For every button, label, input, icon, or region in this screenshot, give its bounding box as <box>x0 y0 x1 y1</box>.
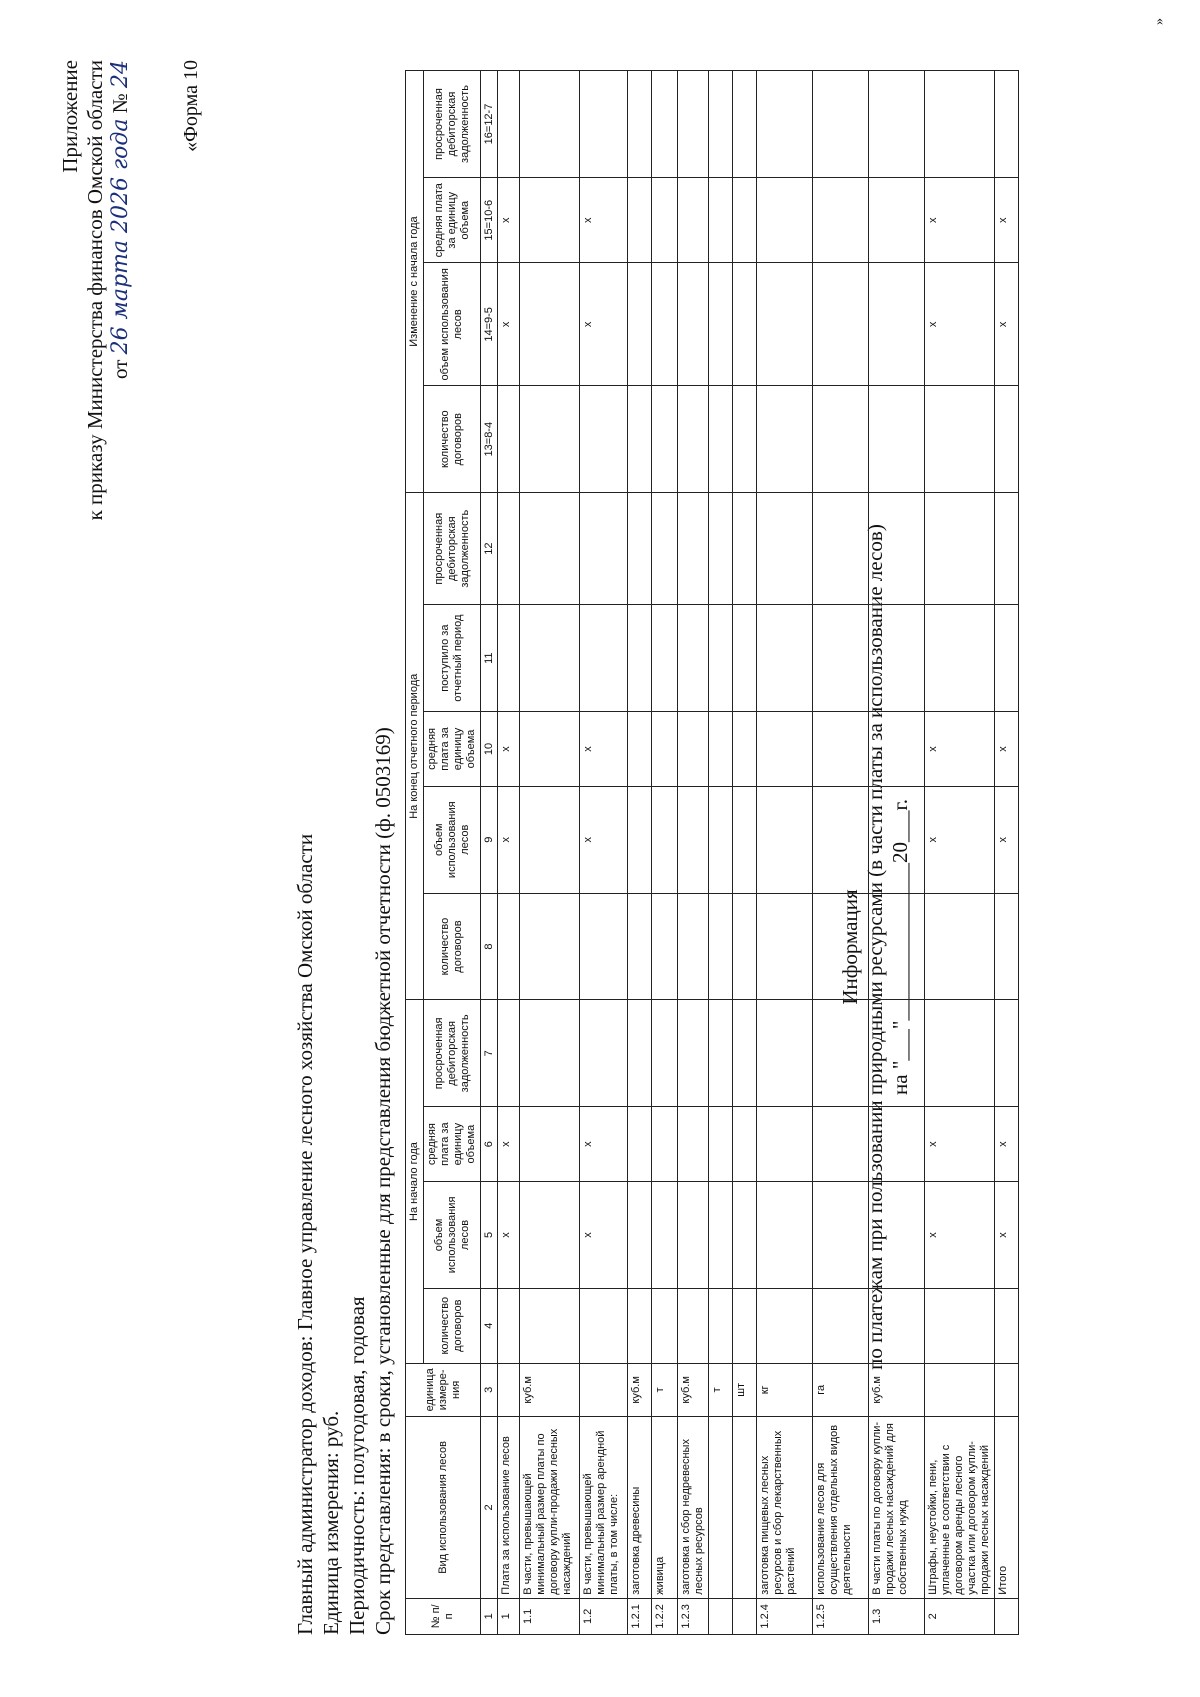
table-body <box>498 71 1019 1635</box>
table-cell <box>869 1107 925 1182</box>
th-avg-pay: средняя плата за единицу объема <box>424 1107 481 1182</box>
table-row <box>580 71 628 1635</box>
table-cell <box>995 1000 1019 1107</box>
table-cell <box>678 1107 709 1182</box>
table-cell <box>925 893 995 1000</box>
th-num: № п/п <box>406 1598 481 1634</box>
colnum: 8 <box>481 893 498 1000</box>
table-cell: куб.м <box>678 1363 709 1416</box>
row-name-cell: Итого <box>995 1417 1019 1599</box>
handwritten-date: 26 марта 2026 года <box>108 118 133 355</box>
table-cell <box>813 1000 869 1107</box>
table-cell <box>869 177 925 262</box>
table-cell <box>520 893 580 1000</box>
row-name-cell: использование лесов для осуществления отдельных видов деятельности <box>813 1417 869 1599</box>
table-cell <box>498 71 520 178</box>
table-cell <box>628 263 652 386</box>
table-cell: х <box>925 177 995 262</box>
table-row <box>520 71 580 1635</box>
table-cell <box>498 1363 520 1416</box>
table-cell <box>520 1000 580 1107</box>
table-row <box>813 71 869 1635</box>
th-group-change: Изменение с начала года <box>406 71 424 493</box>
table-cell <box>813 71 869 178</box>
appendix-from-label: от <box>108 359 132 380</box>
table-cell <box>520 493 580 605</box>
table-cell <box>733 1288 757 1363</box>
table-cell <box>628 386 652 493</box>
table-cell <box>628 605 652 712</box>
table-cell <box>498 1000 520 1107</box>
table-cell <box>709 1107 733 1182</box>
form-label: «Форма 10 <box>180 60 202 152</box>
colnum: 9 <box>481 786 498 893</box>
meta-block <box>292 727 396 1635</box>
table-cell <box>757 1182 813 1289</box>
table-row <box>995 71 1019 1635</box>
table-cell <box>733 263 757 386</box>
table-cell <box>678 71 709 178</box>
table-cell <box>869 386 925 493</box>
table-cell <box>995 1288 1019 1363</box>
colnum: 10 <box>481 712 498 787</box>
row-num-cell: 1.2.5 <box>813 1598 869 1634</box>
table-cell: х <box>925 712 995 787</box>
th-contracts: количество договоров <box>424 893 481 1000</box>
table-cell: т <box>652 1363 678 1416</box>
table-cell <box>709 1000 733 1107</box>
table-cell <box>709 71 733 178</box>
handwritten-number: 24 <box>108 60 133 88</box>
table-cell <box>733 71 757 178</box>
table-cell: га <box>813 1363 869 1416</box>
table-cell <box>678 605 709 712</box>
table-cell <box>869 263 925 386</box>
table-cell <box>869 1000 925 1107</box>
table-cell <box>498 1288 520 1363</box>
table-cell <box>678 1288 709 1363</box>
table-cell <box>678 786 709 893</box>
table-cell <box>757 1288 813 1363</box>
appendix-block <box>58 60 133 520</box>
table-cell <box>520 1288 580 1363</box>
table-cell <box>733 493 757 605</box>
title-line2: по платежам при пользовании природными ресурсами (в части платы за использование лесов) <box>863 524 887 1370</box>
table-cell <box>520 605 580 712</box>
title-line1: Информация <box>838 889 862 1005</box>
table-cell <box>813 1288 869 1363</box>
table-cell <box>995 71 1019 178</box>
table-cell <box>869 493 925 605</box>
table-cell <box>520 1107 580 1182</box>
row-name-cell: заготовка древесины <box>628 1417 652 1599</box>
table-cell <box>733 1000 757 1107</box>
colnum: 12 <box>481 493 498 605</box>
table-cell <box>733 386 757 493</box>
table-cell <box>813 386 869 493</box>
table-cell <box>757 786 813 893</box>
table-cell <box>709 1288 733 1363</box>
column-number-row <box>481 71 498 1635</box>
table-cell <box>995 893 1019 1000</box>
table-cell <box>580 493 628 605</box>
table-cell <box>925 1288 995 1363</box>
table-cell: х <box>925 786 995 893</box>
table-cell <box>520 386 580 493</box>
colnum: 15=10-6 <box>481 177 498 262</box>
table-row <box>498 71 520 1635</box>
table-cell <box>628 1107 652 1182</box>
table-cell <box>628 1182 652 1289</box>
table-row <box>869 71 925 1635</box>
table-cell <box>709 712 733 787</box>
table-cell: х <box>580 712 628 787</box>
table-cell <box>757 893 813 1000</box>
appendix-line1: Приложение <box>58 60 82 173</box>
table-cell <box>709 386 733 493</box>
table-cell: х <box>925 1107 995 1182</box>
table-cell <box>678 1000 709 1107</box>
table-cell <box>757 605 813 712</box>
table-cell <box>925 1363 995 1416</box>
table-cell <box>757 493 813 605</box>
payments-table <box>405 70 1019 1635</box>
table-cell <box>813 177 869 262</box>
row-num-cell: 1.3 <box>869 1598 925 1634</box>
table-cell <box>709 493 733 605</box>
table-cell <box>757 1107 813 1182</box>
table-cell <box>869 893 925 1000</box>
table-cell <box>869 71 925 178</box>
table-cell <box>580 386 628 493</box>
row-num-cell: 1 <box>498 1598 520 1634</box>
row-name-cell: живица <box>652 1417 678 1599</box>
table-cell <box>652 386 678 493</box>
table-cell: куб.м <box>869 1363 925 1416</box>
colnum: 11 <box>481 605 498 712</box>
table-cell <box>580 71 628 178</box>
table-cell <box>520 786 580 893</box>
table-cell <box>652 263 678 386</box>
table-cell: х <box>498 712 520 787</box>
table-cell <box>733 605 757 712</box>
table-cell: х <box>995 712 1019 787</box>
row-num-cell: 1.2.1 <box>628 1598 652 1634</box>
colnum: 13=8-4 <box>481 386 498 493</box>
table-cell <box>813 1107 869 1182</box>
table-cell <box>520 71 580 178</box>
table-cell <box>520 1182 580 1289</box>
th-kind: Вид использования лесов <box>406 1417 481 1599</box>
table-cell: кг <box>757 1363 813 1416</box>
table-cell <box>733 1107 757 1182</box>
table-cell: х <box>498 1182 520 1289</box>
row-name-cell: В части платы по договору купли-продажи лесных насаждений для собственных нужд <box>869 1417 925 1599</box>
table-cell <box>733 786 757 893</box>
table-cell <box>580 893 628 1000</box>
table-cell <box>995 386 1019 493</box>
table-cell <box>628 712 652 787</box>
table-cell <box>733 177 757 262</box>
table-cell <box>652 1000 678 1107</box>
table-cell <box>652 1182 678 1289</box>
th-volume: объем использования лесов <box>424 263 481 386</box>
table-cell <box>652 893 678 1000</box>
table-cell <box>709 177 733 262</box>
table-cell <box>925 493 995 605</box>
table-cell <box>652 71 678 178</box>
table-cell: х <box>580 263 628 386</box>
table-cell <box>652 605 678 712</box>
row-name-cell: В части, превышающей минимальный размер платы по договору купли-продажи лесных насаждений <box>520 1417 580 1599</box>
header-row-1 <box>406 71 424 1635</box>
table-cell <box>520 177 580 262</box>
table-cell <box>498 893 520 1000</box>
table-cell <box>628 177 652 262</box>
row-name-cell: заготовка пищевых лесных ресурсов и сбор лекарственных растений <box>757 1417 813 1599</box>
table-cell: х <box>925 1182 995 1289</box>
table-cell <box>869 712 925 787</box>
table-cell <box>869 1288 925 1363</box>
table-cell <box>995 605 1019 712</box>
table-cell <box>678 493 709 605</box>
table-cell <box>580 605 628 712</box>
table-cell <box>652 712 678 787</box>
row-num-cell: 1.2 <box>580 1598 628 1634</box>
table-cell: х <box>995 786 1019 893</box>
table-cell: х <box>498 177 520 262</box>
table-cell: х <box>580 1107 628 1182</box>
meta-admin: Главный администратор доходов: Главное управление лесного хозяйства Омской области <box>293 833 317 1635</box>
table-cell <box>580 1363 628 1416</box>
table-row <box>733 71 757 1635</box>
table-cell: х <box>995 1107 1019 1182</box>
table-cell <box>628 1288 652 1363</box>
table-cell <box>498 605 520 712</box>
table-cell <box>498 386 520 493</box>
table-cell <box>995 1363 1019 1416</box>
table-cell <box>709 1182 733 1289</box>
th-avg-pay: средняя плата за единицу объема <box>424 712 481 787</box>
th-group-start: На начало года <box>406 1000 424 1363</box>
row-name-cell <box>733 1417 757 1599</box>
table-cell <box>869 786 925 893</box>
table-cell <box>678 177 709 262</box>
th-contracts: количество договоров <box>424 386 481 493</box>
table-cell: х <box>498 786 520 893</box>
th-overdue: просроченная дебиторская задолженность <box>424 1000 481 1107</box>
table-cell <box>652 1288 678 1363</box>
table-cell: куб.м <box>628 1363 652 1416</box>
continuation-mark: » <box>1152 18 1167 25</box>
colnum: 14=9-5 <box>481 263 498 386</box>
number-mark: № <box>108 93 132 114</box>
appendix-line2: к приказу Министерства финансов Омской области <box>83 60 107 521</box>
table-row <box>709 71 733 1635</box>
table-cell <box>733 893 757 1000</box>
table-row <box>628 71 652 1635</box>
table-cell <box>678 263 709 386</box>
row-num-cell <box>995 1598 1019 1634</box>
table-row <box>757 71 813 1635</box>
table-cell <box>925 1000 995 1107</box>
table-cell: х <box>925 263 995 386</box>
table-cell <box>733 712 757 787</box>
th-contracts: количество договоров <box>424 1288 481 1363</box>
table-cell <box>628 493 652 605</box>
table-cell <box>813 1182 869 1289</box>
appendix-line3 <box>108 60 133 520</box>
table-cell <box>709 605 733 712</box>
table-cell: х <box>995 177 1019 262</box>
title-line3: на "___"_______________20___г. <box>888 799 912 1095</box>
table-row <box>652 71 678 1635</box>
colnum: 3 <box>481 1363 498 1416</box>
row-name-cell: заготовка и сбор недревесных лесных ресурсов <box>678 1417 709 1599</box>
table-cell: х <box>498 263 520 386</box>
row-num-cell: 2 <box>925 1598 995 1634</box>
table-cell: х <box>580 177 628 262</box>
meta-unit: Единица измерения: руб. <box>319 1410 343 1635</box>
table-cell <box>869 605 925 712</box>
table-cell <box>709 786 733 893</box>
colnum: 4 <box>481 1288 498 1363</box>
th-volume: объем использования лесов <box>424 1182 481 1289</box>
table-cell <box>520 712 580 787</box>
table-cell <box>580 1288 628 1363</box>
table-cell <box>652 786 678 893</box>
colnum: 16=12-7 <box>481 71 498 178</box>
table-cell <box>678 1182 709 1289</box>
table-cell <box>925 71 995 178</box>
table-cell <box>520 263 580 386</box>
table-cell <box>757 263 813 386</box>
table-cell <box>678 893 709 1000</box>
row-num-cell: 1.2.2 <box>652 1598 678 1634</box>
table-cell: х <box>995 1182 1019 1289</box>
table-cell <box>498 493 520 605</box>
colnum: 5 <box>481 1182 498 1289</box>
row-name-cell: Плата за использование лесов <box>498 1417 520 1599</box>
table-cell <box>709 263 733 386</box>
table-cell: х <box>580 1182 628 1289</box>
colnum: 7 <box>481 1000 498 1107</box>
table-cell: х <box>498 1107 520 1182</box>
table-cell <box>995 493 1019 605</box>
table-cell <box>628 893 652 1000</box>
th-overdue: просроченная дебиторская задолженность <box>424 493 481 605</box>
table-cell <box>757 386 813 493</box>
row-name-cell: В части, превышающей минимальный размер арендной платы, в том числе: <box>580 1417 628 1599</box>
table-cell: шт <box>733 1363 757 1416</box>
table-cell <box>678 712 709 787</box>
th-received: поступило за отчетный период <box>424 605 481 712</box>
row-num-cell: 1.2.3 <box>678 1598 709 1634</box>
table-cell <box>757 712 813 787</box>
table-cell <box>813 893 869 1000</box>
row-name-cell: Штрафы, неустойки, пени, уплаченные в соответствии с договором аренды лесного участка или договором купли-продажи лесных насаждений <box>925 1417 995 1599</box>
meta-period: Периодичность: полугодовая, годовая <box>345 1296 369 1635</box>
table-row <box>678 71 709 1635</box>
table-cell: куб.м <box>520 1363 580 1416</box>
colnum: 1 <box>481 1598 498 1634</box>
th-volume: объем использования лесов <box>424 786 481 893</box>
table-cell <box>813 493 869 605</box>
table-cell: т <box>709 1363 733 1416</box>
table-cell <box>628 71 652 178</box>
table-cell <box>652 177 678 262</box>
row-num-cell <box>733 1598 757 1634</box>
colnum: 2 <box>481 1417 498 1599</box>
table-cell <box>813 712 869 787</box>
table-row <box>925 71 995 1635</box>
th-overdue: просроченная дебиторская задолженность <box>424 71 481 178</box>
table-cell <box>628 1000 652 1107</box>
table-cell <box>580 1000 628 1107</box>
row-num-cell: 1.1 <box>520 1598 580 1634</box>
th-avg-pay: средняя плата за единицу объема <box>424 177 481 262</box>
table-cell: х <box>580 786 628 893</box>
table-cell <box>757 71 813 178</box>
table-cell <box>733 1182 757 1289</box>
table-cell <box>869 1182 925 1289</box>
row-num-cell: 1.2.4 <box>757 1598 813 1634</box>
table-cell <box>628 786 652 893</box>
table-cell <box>652 1107 678 1182</box>
row-name-cell <box>709 1417 733 1599</box>
table-cell <box>813 263 869 386</box>
table-cell <box>652 493 678 605</box>
row-num-cell <box>709 1598 733 1634</box>
table-cell <box>925 386 995 493</box>
meta-deadline: Срок представления: в сроки, установленные для представления бюджетной отчетности (ф. 0503169) <box>371 727 395 1635</box>
colnum: 6 <box>481 1107 498 1182</box>
table-cell: х <box>995 263 1019 386</box>
table-cell <box>678 386 709 493</box>
table-cell <box>813 786 869 893</box>
table-cell <box>709 893 733 1000</box>
table-cell <box>757 177 813 262</box>
th-group-end: На конец отчетного периода <box>406 493 424 1000</box>
table-cell <box>757 1000 813 1107</box>
table-cell <box>925 605 995 712</box>
th-unit: единица измере-ния <box>406 1363 481 1416</box>
table-cell <box>813 605 869 712</box>
